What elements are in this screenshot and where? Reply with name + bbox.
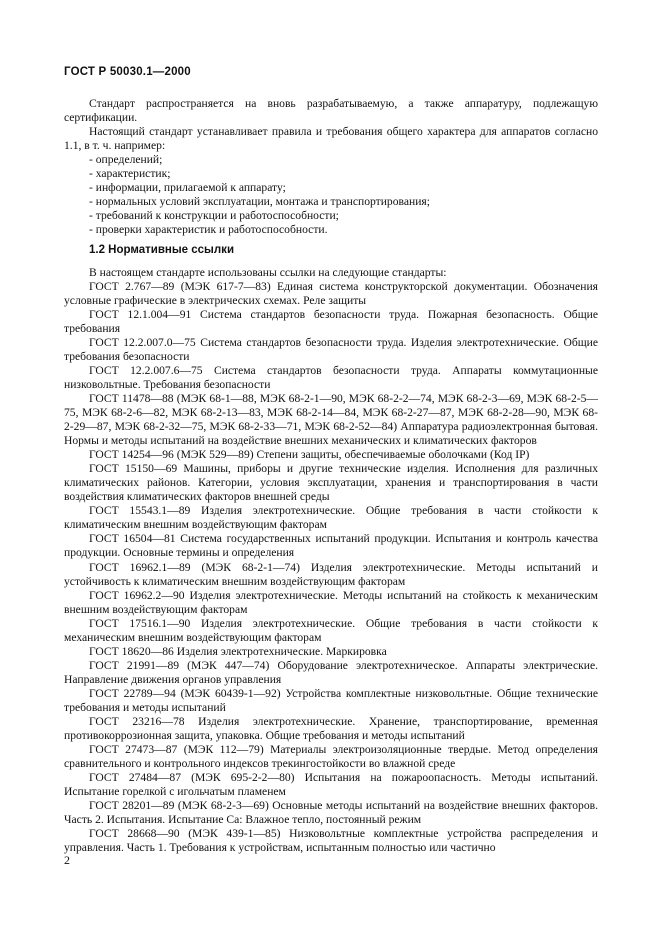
reference-item: ГОСТ 28668—90 (МЭК 439-1—85) Низковольтные комплектные устройства распределения и управления. Часть 1. Требования к устройствам, испытанным полностью или частично xyxy=(64,827,598,855)
reference-item: ГОСТ 23216—78 Изделия электротехнические. Хранение, транспортирование, временная противокоррозионная защита, упаковка. Общие требования и методы испытаний xyxy=(64,715,598,743)
reference-item: ГОСТ 21991—89 (МЭК 447—74) Оборудование электротехническое. Аппараты электрические. Направление движения органов управления xyxy=(64,658,598,686)
reference-item: ГОСТ 11478—88 (МЭК 68-1—88, МЭК 68-2-1—90, МЭК 68-2-2—74, МЭК 68-2-3—69, МЭК 68-2-5—75, МЭК 68-2-6—82, МЭК 68-2-13—83, МЭК 68-2-14—84, МЭК 68-2-27—87, МЭК 68-2-28—90, МЭК 68-2-29—87, МЭК 68-2-32—75, МЭК 68-2-33—71, МЭК 68-2-52—84) Аппаратура радиоэлектронная бытовая. Нормы и методы испытаний на воздействие внешних механических и климатических факторов xyxy=(64,391,598,448)
reference-item: ГОСТ 28201—89 (МЭК 68-2-3—69) Основные методы испытаний на воздействие внешних факторов. Часть 2. Испытания. Испытание Са: Влажное тепло, постоянный режим xyxy=(64,799,598,827)
reference-item: ГОСТ 17516.1—90 Изделия электротехнические. Общие требования в части стойкости к механическим внешним воздействующим факторам xyxy=(64,616,598,644)
references-lead: В настоящем стандарте использованы ссылки на следующие стандарты: xyxy=(89,265,447,279)
references-list xyxy=(64,280,598,856)
reference-item: ГОСТ 16504—81 Система государственных испытаний продукции. Испытания и контроль качества продукции. Основные термины и определения xyxy=(64,532,598,560)
list-item: - определений; xyxy=(89,153,163,167)
section-heading: 1.2 Нормативные ссылки xyxy=(89,244,235,257)
reference-item: ГОСТ 12.2.007.6—75 Система стандартов безопасности труда. Аппараты коммутационные низковольтные. Требования безопасности xyxy=(64,363,598,391)
list-item: - проверки характеристик и работоспособности. xyxy=(89,223,328,237)
list-item: - требований к конструкции и работоспособности; xyxy=(89,209,339,223)
reference-item: ГОСТ 16962.2—90 Изделия электротехнические. Методы испытаний на стойкость к механическим внешним воздействующим факторам xyxy=(64,588,598,616)
document-body xyxy=(64,97,598,855)
reference-item: ГОСТ 12.2.007.0—75 Система стандартов безопасности труда. Изделия электротехнические. Общие требования безопасности xyxy=(64,335,598,363)
intro-paragraph-scope: Стандарт распространяется на вновь разрабатываемую, а также аппаратуру, подлежащую сертификации. xyxy=(64,97,598,125)
document-header: ГОСТ Р 50030.1—2000 xyxy=(64,66,191,78)
reference-item: ГОСТ 12.1.004—91 Система стандартов безопасности труда. Пожарная безопасность. Общие требования xyxy=(64,307,598,335)
intro-paragraph-rules: Настоящий стандарт устанавливает правила и требования общего характера для аппаратов согласно 1.1, в т. ч. например: xyxy=(64,125,598,153)
reference-item: ГОСТ 22789—94 (МЭК 60439-1—92) Устройства комплектные низковольтные. Общие технические требования и методы испытаний xyxy=(64,686,598,714)
intro-list xyxy=(64,153,598,237)
reference-item: ГОСТ 18620—86 Изделия электротехнические. Маркировка xyxy=(89,644,387,658)
reference-item: ГОСТ 15543.1—89 Изделия электротехнические. Общие требования в части стойкости к климатическим внешним воздействующим факторам xyxy=(64,504,598,532)
reference-item: ГОСТ 27473—87 (МЭК 112—79) Материалы электроизоляционные твердые. Метод определения сравнительного и контрольного индексов трекингостойкости во влажной среде xyxy=(64,743,598,771)
list-item: - нормальных условий эксплуатации, монтажа и транспортирования; xyxy=(89,195,430,209)
reference-item: ГОСТ 27484—87 (МЭК 695-2-2—80) Испытания на пожароопасность. Методы испытаний. Испытание горелкой с игольчатым пламенем xyxy=(64,771,598,799)
reference-item: ГОСТ 16962.1—89 (МЭК 68-2-1—74) Изделия электротехнические. Методы испытаний и устойчивость к климатическим внешним воздействующим факторам xyxy=(64,560,598,588)
reference-item: ГОСТ 14254—96 (МЭК 529—89) Степени защиты, обеспечиваемые оболочками (Код IP) xyxy=(89,448,530,462)
list-item: - информации, прилагаемой к аппарату; xyxy=(89,181,286,195)
reference-item: ГОСТ 15150—69 Машины, приборы и другие технические изделия. Исполнения для различных климатических районов. Категории, условия эксплуатации, хранения и транспортирования в части воздействия климатических факторов внешней среды xyxy=(64,462,598,504)
reference-item: ГОСТ 2.767—89 (МЭК 617-7—83) Единая система конструкторской документации. Обозначения условные графические в электрических схемах. Реле защиты xyxy=(64,279,598,307)
page-number: 2 xyxy=(64,853,70,867)
list-item: - характеристик; xyxy=(89,167,171,181)
